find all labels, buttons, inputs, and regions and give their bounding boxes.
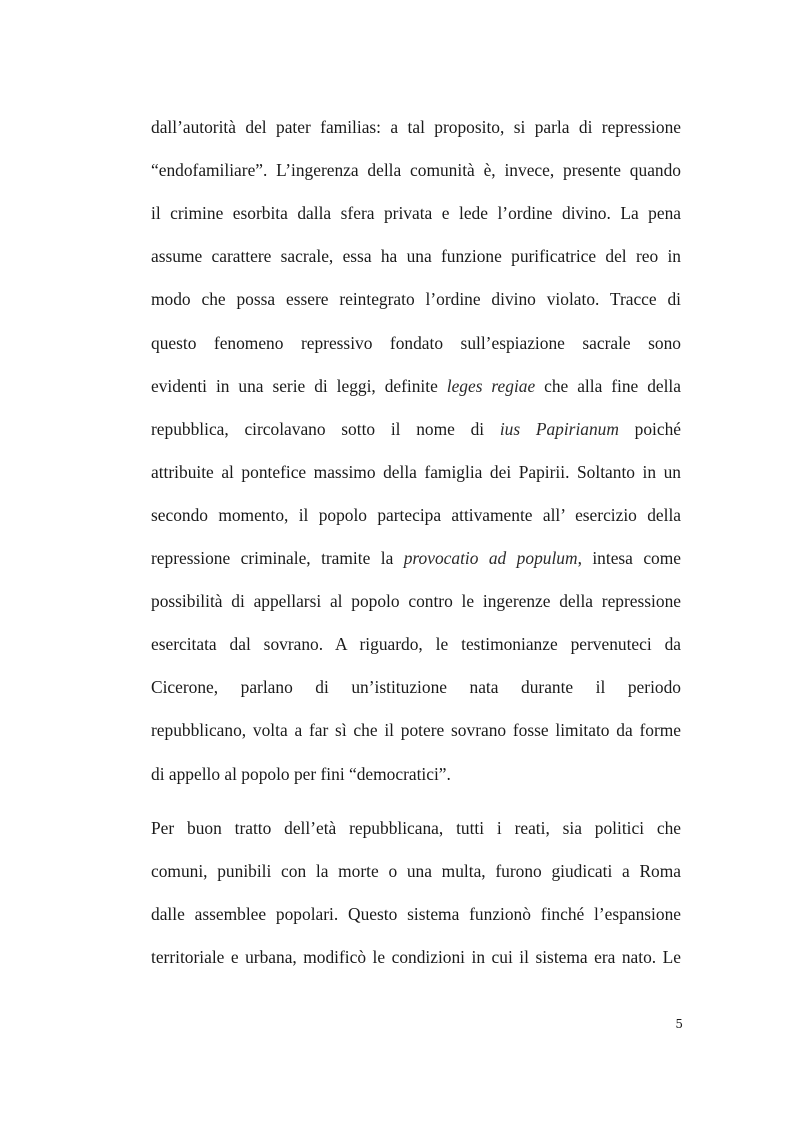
text-line (151, 245, 681, 267)
text-segment: evidenti in una serie di leggi, definite (151, 375, 447, 396)
text-line (151, 116, 681, 138)
text-segment: comuni, punibili con la morte o una multa, furono giudicati a Roma (151, 860, 681, 881)
text-line (151, 903, 681, 925)
text-line (151, 332, 681, 354)
text-segment: repubblica, circolavano sotto il nome di (151, 418, 500, 439)
text-line (151, 719, 681, 741)
text-segment: il crimine esorbita dalla sfera privata e lede l’ordine divino. La pena (151, 203, 681, 224)
text-line (151, 504, 681, 526)
text-segment: possibilità di appellarsi al popolo contro le ingerenze della repressione (151, 591, 681, 612)
text-segment: Cicerone, parlano di un’istituzione nata durante il periodo (151, 677, 681, 698)
text-segment: poiché (618, 418, 681, 439)
text-segment: dalle assemblee popolari. Questo sistema funzionò finché l’espansione (151, 903, 681, 924)
text-segment: secondo momento, il popolo partecipa attivamente all’ esercizio della (151, 504, 681, 525)
italic-term: leges regiae (446, 375, 536, 396)
text-line (151, 418, 681, 440)
text-line (151, 159, 681, 181)
text-segment: esercitata dal sovrano. A riguardo, le testimonianze pervenuteci da (151, 634, 681, 655)
text-line (151, 202, 681, 224)
text-segment: attribuite al pontefice massimo della famiglia dei Papirii. Soltanto in un (151, 461, 681, 482)
text-segment: , intesa come (577, 548, 681, 568)
text-segment: repubblicano, volta a far sì che il potere sovrano fosse limitato da forme (151, 720, 681, 741)
text-line (151, 860, 681, 882)
text-segment: che alla fine della (535, 375, 681, 396)
text-segment: territoriale e urbana, modificò le condizioni in cui il sistema era nato. Le (151, 946, 681, 967)
text-segment: assume carattere sacrale, essa ha una funzione purificatrice del reo in (151, 246, 681, 267)
text-line (151, 590, 681, 612)
text-segment: dall’autorità del pater familias: a tal proposito, si parla di repressione (151, 117, 681, 137)
text-line (151, 763, 681, 785)
text-line (151, 288, 681, 310)
page-number: 5 (675, 1017, 683, 1031)
text-line (151, 676, 681, 698)
text-segment: questo fenomeno repressivo fondato sull’espiazione sacrale sono (151, 332, 681, 353)
text-line (151, 946, 681, 968)
italic-term: provocatio ad populum (403, 548, 578, 568)
text-line (151, 633, 681, 655)
text-segment: repressione criminale, tramite la (151, 548, 404, 568)
text-segment: modo che possa essere reintegrato l’ordine divino violato. Tracce di (151, 289, 681, 310)
text-line (151, 547, 681, 569)
text-segment: di appello al popolo per fini “democratici”. (151, 763, 451, 784)
text-line (151, 375, 681, 397)
text-line (151, 461, 681, 483)
text-segment: “endofamiliare”. L’ingerenza della comunità è, invece, presente quando (151, 160, 681, 181)
italic-term: ius Papirianum (499, 418, 619, 439)
text-line (151, 817, 681, 839)
text-segment: Per buon tratto dell’età repubblicana, tutti i reati, sia politici che (151, 817, 681, 838)
